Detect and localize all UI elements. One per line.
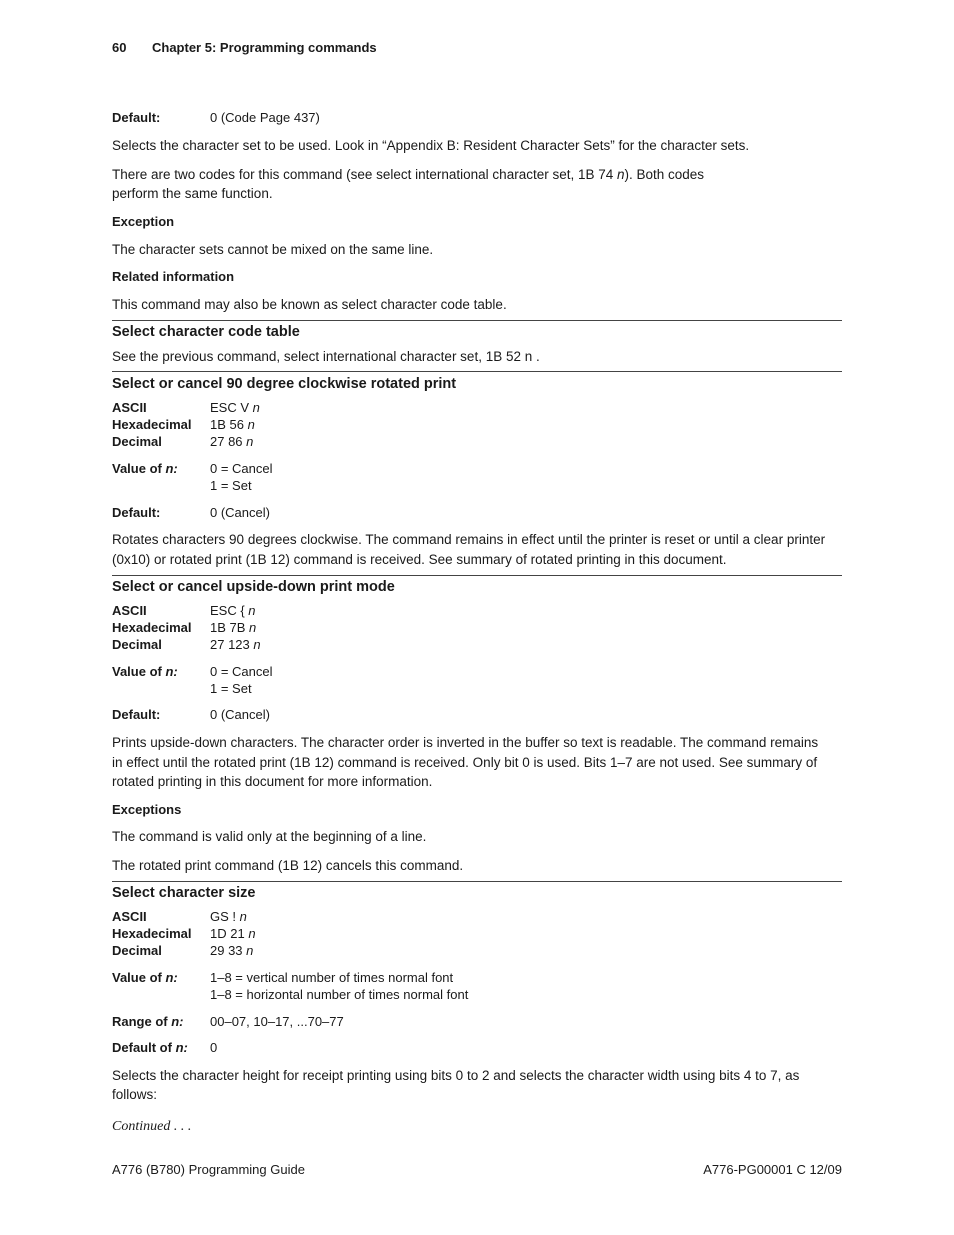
default-label: Default:: [112, 707, 161, 722]
default-of-n-label: Default of n:: [112, 1040, 188, 1055]
section-divider: [112, 881, 842, 882]
section-title-code-table: Select character code table: [112, 324, 300, 340]
decimal-label: Decimal: [112, 434, 162, 449]
range-value: 00–07, 10–17, ...70–77: [210, 1014, 344, 1029]
decimal-value: 29 33 n: [210, 943, 254, 958]
decimal-label: Decimal: [112, 637, 162, 652]
section-title-upside-down: Select or cancel upside-down print mode: [112, 579, 395, 595]
exception-heading: Exception: [112, 214, 175, 229]
upside-down-paragraph-line-1: Prints upside-down characters. The character order is inverted in the buffer so text is readable. The command remains: [112, 735, 819, 750]
decimal-value: 27 123 n: [210, 637, 261, 652]
range-of-n-label: Range of n:: [112, 1014, 184, 1029]
intro-paragraph-1: Selects the character set to be used. Look in “Appendix B: Resident Character Sets” for the character sets.: [112, 138, 750, 153]
value-line-1: 0 = Cancel: [210, 664, 273, 679]
ascii-value: ESC { n: [210, 603, 256, 618]
value-line-2: 1–8 = horizontal number of times normal font: [210, 987, 469, 1002]
ascii-value: ESC V n: [210, 400, 260, 415]
hex-value: 1B 7B n: [210, 620, 257, 635]
exceptions-heading: Exceptions: [112, 802, 182, 817]
ascii-label: ASCII: [112, 400, 147, 415]
continued-note: Continued . . .: [112, 1119, 192, 1134]
chapter-title: Chapter 5: Programming commands: [152, 40, 377, 55]
related-text: This command may also be known as select character code table.: [112, 297, 507, 312]
upside-down-paragraph-line-3: rotated printing in this document for more information.: [112, 774, 433, 789]
char-size-paragraph-line-2: follows:: [112, 1087, 158, 1102]
default-label: Default:: [112, 505, 161, 520]
decimal-value: 27 86 n: [210, 434, 254, 449]
ascii-label: ASCII: [112, 603, 147, 618]
value-line-1: 0 = Cancel: [210, 461, 273, 476]
footer-right: A776-PG00001 C 12/09: [703, 1162, 842, 1177]
value-of-n-label: Value of n:: [112, 664, 178, 679]
page-number: 60: [112, 40, 127, 55]
hex-label: Hexadecimal: [112, 926, 192, 941]
value-line-2: 1 = Set: [210, 681, 252, 696]
value-of-n-label: Value of n:: [112, 461, 178, 476]
section-title-char-size: Select character size: [112, 885, 256, 901]
exception-text: The character sets cannot be mixed on the same line.: [112, 242, 434, 257]
hex-value: 1B 56 n: [210, 417, 255, 432]
intro-paragraph-2-cont: perform the same function.: [112, 186, 273, 201]
section-divider: [112, 371, 842, 372]
ascii-label: ASCII: [112, 909, 147, 924]
hex-value: 1D 21 n: [210, 926, 256, 941]
value-line-1: 1–8 = vertical number of times normal font: [210, 970, 454, 985]
default-value: 0: [210, 1040, 218, 1055]
code-table-text: See the previous command, select international character set, 1B 52 n .: [112, 349, 540, 364]
hex-label: Hexadecimal: [112, 620, 192, 635]
ascii-value: GS ! n: [210, 909, 247, 924]
rotated-paragraph-line-2: (0x10) or rotated print (1B 12) command is received. See summary of rotated printing in this document.: [112, 552, 727, 567]
section-divider: [112, 575, 842, 576]
value-line-2: 1 = Set: [210, 478, 252, 493]
hex-label: Hexadecimal: [112, 417, 192, 432]
default-value: 0 (Cancel): [210, 707, 270, 722]
upside-down-paragraph-line-2: in effect until the rotated print (1B 12) command is received. Only bit 0 is used. Bits 1–7 are not used. See summary of: [112, 755, 818, 770]
exception-1: The command is valid only at the beginning of a line.: [112, 829, 427, 844]
rotated-paragraph-line-1: Rotates characters 90 degrees clockwise. The command remains in effect until the printer is reset or until a clear printer: [112, 532, 826, 547]
char-size-paragraph-line-1: Selects the character height for receipt printing using bits 0 to 2 and selects the character width using bits 4 to 7, as: [112, 1068, 800, 1083]
value-of-n-label: Value of n:: [112, 970, 178, 985]
default-value: 0 (Cancel): [210, 505, 270, 520]
section-title-rotated: Select or cancel 90 degree clockwise rotated print: [112, 376, 457, 392]
default-value: 0 (Code Page 437): [210, 110, 320, 125]
footer-left: A776 (B780) Programming Guide: [112, 1162, 305, 1177]
exception-2: The rotated print command (1B 12) cancels this command.: [112, 858, 464, 873]
decimal-label: Decimal: [112, 943, 162, 958]
section-divider: [112, 320, 842, 321]
default-label: Default:: [112, 110, 161, 125]
intro-paragraph-2: There are two codes for this command (see select international character set, 1B 74 n). Both codes: [112, 167, 705, 182]
related-heading: Related information: [112, 269, 235, 284]
